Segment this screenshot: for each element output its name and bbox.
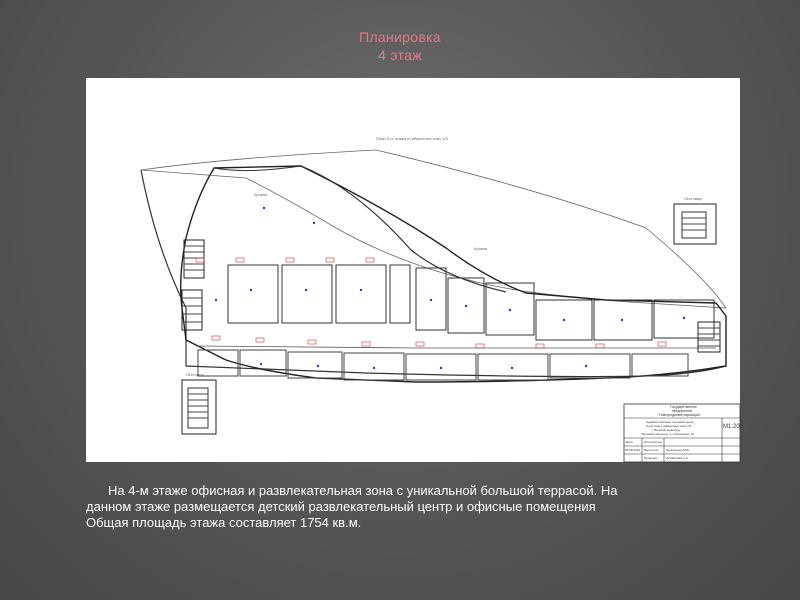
stamp-desc-line4: Великий Новгород, ул. Нехинская, 32: [642, 432, 694, 436]
roof-label-right: Кровля: [474, 246, 488, 251]
stamp-desc-line1: Административно-торговый центр: [646, 420, 694, 424]
stamp-row2-a: 09.08.2013: [625, 448, 641, 452]
caption-line3: Общая площадь этажа составляет 1754 кв.м.: [86, 515, 362, 530]
stamp-row2-b: Выполнил: [644, 448, 659, 452]
inset-top-label: Лестница: [684, 196, 702, 201]
stamp-row3-c: Исмайлова С.А.: [666, 456, 689, 460]
floor-plan-image: [86, 78, 744, 462]
inset-bottom-label: Лестница: [186, 372, 204, 377]
stamp-row1-a: Дата: [626, 440, 633, 444]
stamp-org-line3: "Новгородинвентаризация": [658, 413, 701, 417]
slide-title-line1: Планировка: [359, 29, 441, 45]
roof-outline: [141, 150, 726, 308]
stamp-scale: М1:200: [723, 424, 744, 430]
roof-label-left: Кровля: [254, 192, 268, 197]
stamp-org-line2: предприятие: [672, 409, 693, 413]
stamp-desc-line2: 4-ый этаж в габаритных осях 1/4: [646, 424, 692, 428]
slide-title: [0, 28, 800, 64]
stamp-org-line1: Государственное: [670, 405, 697, 409]
floor-plan-drawing: [86, 78, 744, 462]
stamp-desc-line3: г. Великий Новгород: [652, 428, 681, 432]
slide-caption: [86, 483, 726, 531]
fixture-marks: [215, 207, 685, 369]
sheet-note: План 4-го этажа в габаритных осях 1/5: [376, 136, 448, 141]
outer-wall: [141, 170, 726, 377]
slide-title-line2: 4 этаж: [378, 47, 422, 63]
stamp-row2-c: Прокопенко М.В.: [666, 448, 690, 452]
stamp-row1-b: Исполнитель: [644, 440, 663, 444]
caption-line2: данном этаже размещается детский развлекательный центр и офисные помещения: [86, 499, 596, 514]
caption-line1: На 4-м этаже офисная и развлекательная зона с уникальной большой террасой. На: [108, 483, 618, 498]
title-block: [624, 404, 744, 462]
stamp-row3-b: Проверил: [644, 456, 658, 460]
room-tags: [196, 258, 666, 348]
